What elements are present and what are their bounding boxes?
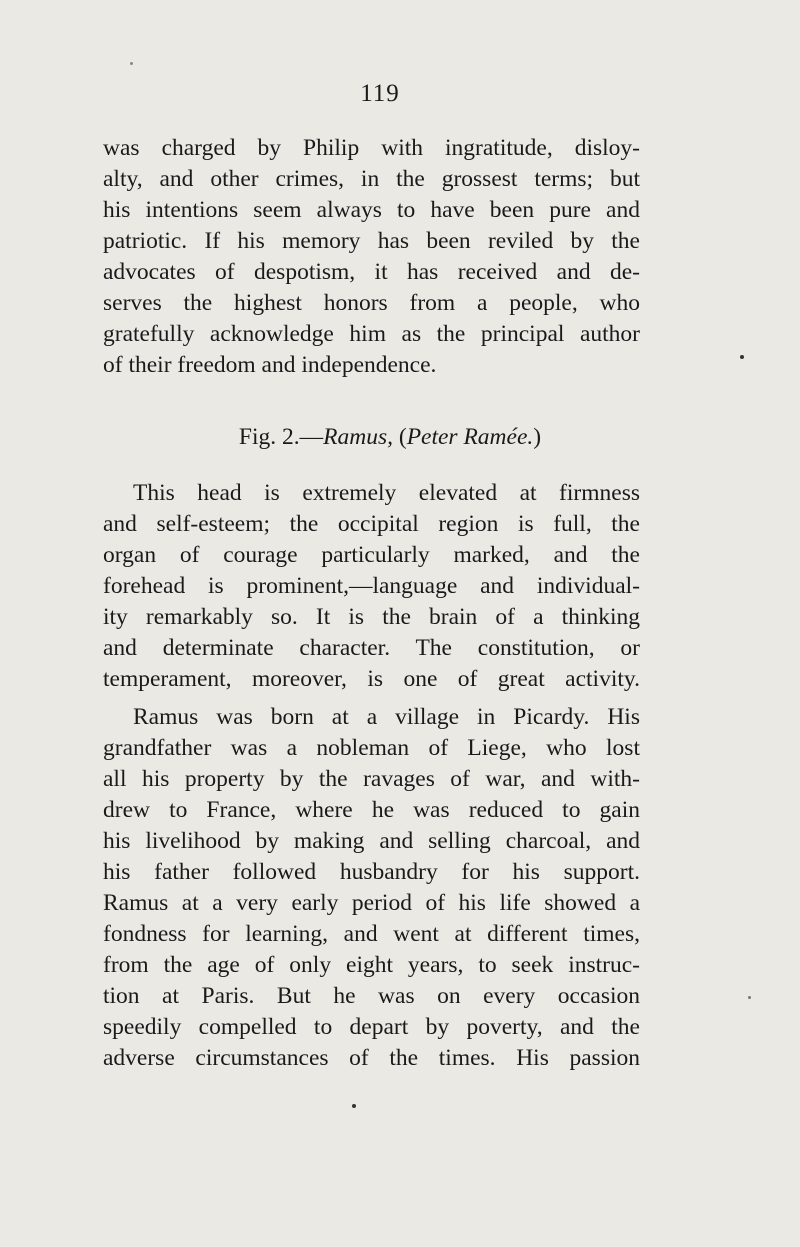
text-line: of their freedom and independence. xyxy=(103,352,437,378)
text-line: his intentions seem always to have been pure and xyxy=(103,197,640,223)
caption-alt-open: ( xyxy=(398,424,407,450)
text-line: from the age of only eight years, to seek instruc- xyxy=(103,952,640,978)
text-line: serves the highest honors from a people, who xyxy=(103,290,640,316)
text-line: forehead is prominent,—language and individual- xyxy=(103,573,640,599)
text-line: drew to France, where he was reduced to gain xyxy=(103,797,640,823)
text-line: advocates of despotism, it has received and de- xyxy=(103,259,640,285)
paragraph-1 xyxy=(103,133,640,381)
text-line: alty, and other crimes, in the grossest terms; but xyxy=(103,166,640,192)
text-line: patriotic. If his memory has been reviled by the xyxy=(103,228,640,254)
text-line: his livelihood by making and selling charcoal, and xyxy=(103,828,640,854)
text-line: fondness for learning, and went at different times, xyxy=(103,921,640,947)
text-line: and determinate character. The constitution, or xyxy=(103,635,640,661)
paragraph-3 xyxy=(103,702,640,1074)
text-line: speedily compelled to depart by poverty, and the xyxy=(103,1014,640,1040)
ink-speck xyxy=(740,355,744,359)
figure-caption xyxy=(0,424,770,451)
ink-speck xyxy=(748,996,751,999)
caption-alt-close: ) xyxy=(533,424,542,450)
caption-name: Ramus, xyxy=(323,424,393,450)
text-line: adverse circumstances of the times. His passion xyxy=(103,1045,640,1071)
text-line: tion at Paris. But he was on every occasion xyxy=(103,983,640,1009)
page-number: 119 xyxy=(360,80,400,107)
text-line: his father followed husbandry for his support. xyxy=(103,859,640,885)
text-line: temperament, moreover, is one of great activity. xyxy=(103,666,640,692)
text-line: and self-esteem; the occipital region is full, the xyxy=(103,511,640,537)
text-line: This head is extremely elevated at firmness xyxy=(133,480,640,506)
text-line: grandfather was a nobleman of Liege, who lost xyxy=(103,735,640,761)
text-line: Ramus at a very early period of his life showed a xyxy=(103,890,640,916)
caption-alt-name: Peter Ramée. xyxy=(406,424,534,450)
paragraph-2 xyxy=(103,478,640,695)
text-line: gratefully acknowledge him as the principal author xyxy=(103,321,640,347)
caption-prefix: Fig. 2.— xyxy=(238,424,324,450)
text-line: Ramus was born at a village in Picardy. His xyxy=(133,704,640,730)
ink-speck xyxy=(352,1104,356,1108)
text-line: ity remarkably so. It is the brain of a thinking xyxy=(103,604,640,630)
text-line: all his property by the ravages of war, and with- xyxy=(103,766,640,792)
text-line: organ of courage particularly marked, and the xyxy=(103,542,640,568)
text-line: was charged by Philip with ingratitude, disloy- xyxy=(103,135,640,161)
ink-speck xyxy=(130,62,133,65)
